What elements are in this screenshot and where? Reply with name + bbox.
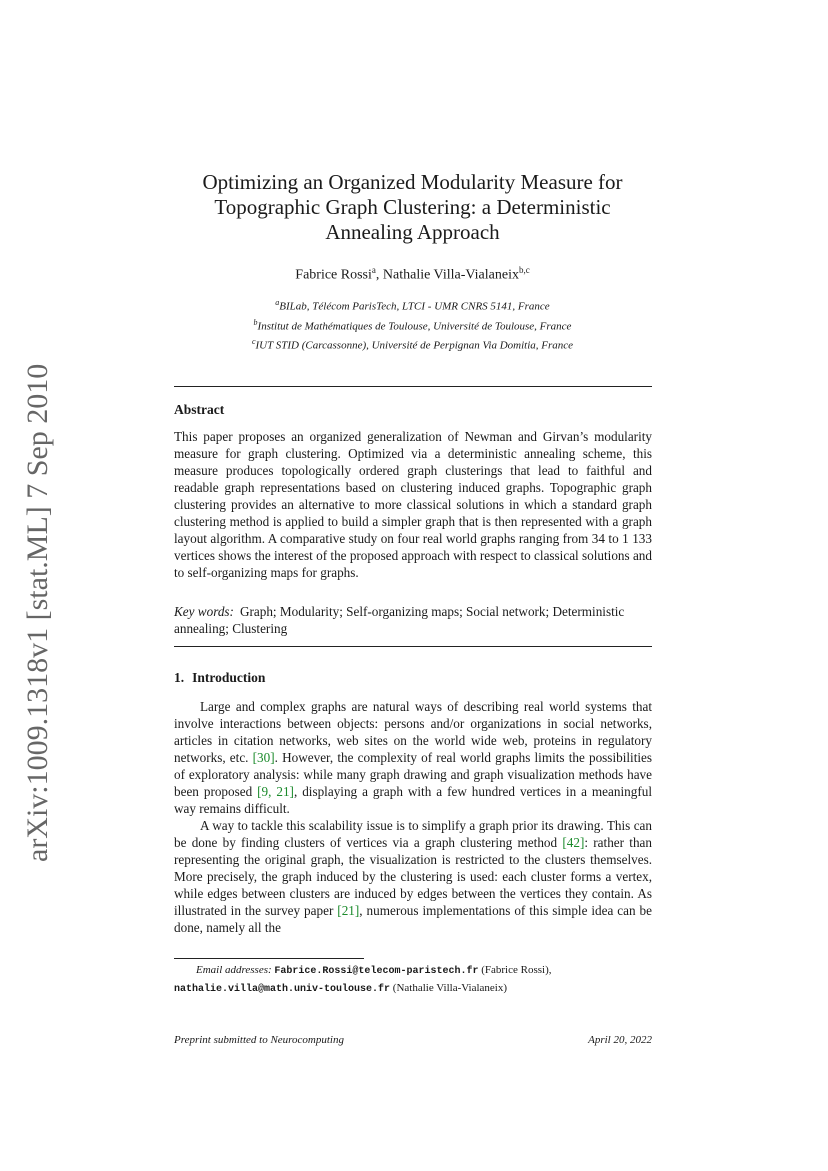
footnote-rule: [174, 958, 364, 959]
paper-title: [150, 170, 675, 245]
keywords: [174, 603, 652, 637]
affiliation-mark: b: [253, 317, 258, 327]
section-title: Introduction: [192, 670, 266, 685]
citation-link[interactable]: [21]: [337, 903, 360, 918]
keywords-label: Key words:: [174, 604, 234, 619]
email-footnote: [174, 962, 652, 998]
affiliation-text: Institut de Mathématiques de Toulouse, Université de Toulouse, France: [257, 320, 572, 333]
paragraph-text: A way to tackle this scalability issue is to simplify a graph prior its drawing. This can be done by finding clusters of vertices via a graph clustering method: [174, 818, 652, 850]
preprint-note: Preprint submitted to Neurocomputing: [174, 1034, 344, 1046]
preprint-date: April 20, 2022: [588, 1034, 652, 1046]
citation-link[interactable]: [42]: [562, 835, 585, 850]
author-separator: ,: [375, 267, 383, 283]
email-owner: (Nathalie Villa-Vialaneix): [390, 982, 508, 994]
footnote-label: Email addresses:: [196, 964, 272, 976]
footnote-line: [174, 980, 652, 998]
section-heading: [174, 669, 652, 686]
affiliation-text: IUT STID (Carcassonne), Université de Perpignan Via Domitia, France: [255, 339, 574, 352]
abstract-heading: Abstract: [174, 402, 225, 417]
citation-link[interactable]: [9, 21]: [257, 784, 294, 799]
email-address[interactable]: Fabrice.Rossi@telecom-paristech.fr: [274, 966, 479, 977]
paragraph: [174, 817, 652, 936]
citation-link[interactable]: [30]: [252, 750, 275, 765]
paragraph-text: , displaying a graph with a few hundred vertices in a meaningful way remains difficult.: [174, 784, 652, 816]
section-number: 1.: [174, 670, 185, 685]
email-owner: (Fabrice Rossi),: [478, 964, 552, 976]
title-line: Optimizing an Organized Modularity Measure for: [202, 170, 623, 194]
title-line: Topographic Graph Clustering: a Deterministic: [214, 195, 611, 219]
paragraph-text: . However, the complexity of real world graphs limits the possibilities of exploratory analysis: while many graph drawing and graph visualization methods have been proposed: [174, 750, 653, 799]
affiliation: [150, 315, 675, 335]
keywords-text: Graph; Modularity; Self-organizing maps; Social network; Deterministic annealing; Clustering: [174, 604, 625, 636]
author-name: Nathalie Villa-Vialaneix: [382, 267, 519, 283]
author-affiliation-mark: b,c: [518, 265, 530, 275]
abstract-text: This paper proposes an organized generalization of Newman and Girvan’s modularity measure for graph clustering. Optimized via a deterministic annealing scheme, this measure produces topologically ordered graph clusterings that lead to faithful and readable graph representations based on clustering induced graphs. Topographic graph clustering provides an alternative to more classical solutions in which a standard graph clustering method is applied to build a simpler graph that is then represented with a graph layout algorithm. A comparative study on four real world graphs ranging from 34 to 1 133 vertices shows the interest of the proposed approach with respect to classical solutions and to self-organizing maps for graphs.: [174, 429, 652, 580]
affiliation-mark: a: [275, 298, 280, 307]
affiliation: [150, 334, 675, 354]
abstract-top-rule: [174, 386, 652, 387]
paragraph-text: : rather than representing the original graph, the visualization is restricted to the clusters themselves. More precisely, the graph induced by the clustering is used: each cluster forms a vertex, while edges between clusters are induced by edges between the vertices they contain. As illustrated in the survey paper: [174, 835, 653, 918]
affiliation: [150, 295, 675, 315]
abstract-bottom-rule: [174, 646, 652, 647]
affiliation-text: BILab, Télécom ParisTech, LTCI - UMR CNRS 5141, France: [279, 300, 550, 313]
affiliation-mark: c: [251, 337, 256, 347]
title-line: Annealing Approach: [325, 220, 500, 244]
footnote-line: [174, 962, 652, 980]
paragraph-text: Large and complex graphs are natural ways of describing real world systems that involve interactions between objects: persons and/or organizations in social networks, articles in citation networks, web sites on the world wide web, proteins in regulatory networks, etc.: [174, 699, 652, 765]
email-address[interactable]: nathalie.villa@math.univ-toulouse.fr: [174, 984, 391, 995]
author-affiliation-mark: a: [371, 265, 376, 275]
arxiv-identifier-stamp: arXiv:1009.1318v1 [stat.ML] 7 Sep 2010: [21, 363, 54, 862]
paragraph-text: , numerous implementations of this simple idea can be done, namely all the: [174, 903, 652, 935]
introduction-body: [174, 698, 652, 936]
affiliation-list: [150, 295, 675, 354]
paragraph: [174, 698, 652, 817]
author-name: Fabrice Rossi: [295, 267, 372, 283]
author-list: [150, 265, 675, 284]
